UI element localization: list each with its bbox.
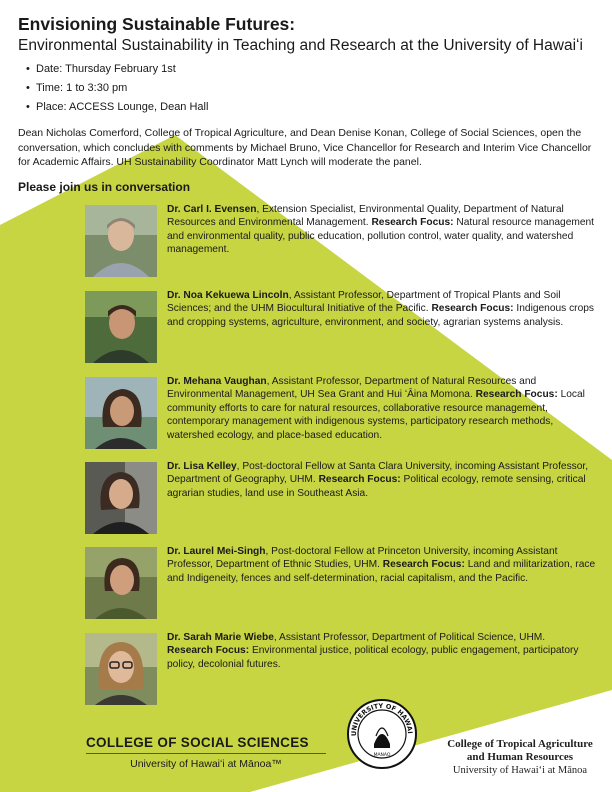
page-title: Envisioning Sustainable Futures: (18, 14, 296, 34)
portrait-photo (85, 462, 157, 534)
panelist-name: Dr. Laurel Mei-Singh (167, 546, 266, 557)
portrait-photo (85, 547, 157, 619)
portrait-photo (85, 291, 157, 363)
panelist-focus: Environmental justice, political ecology, public engagement, participatory policy, decolonial futures. (167, 645, 579, 670)
event-date: • Date: Thursday February 1st (36, 60, 208, 79)
focus-label: Research Focus: (431, 303, 514, 315)
page-subtitle: Environmental Sustainability in Teaching and Research at the University of Hawaiʻi (18, 37, 583, 54)
focus-label: Research Focus: (318, 474, 401, 486)
panelist-focus: Natural resource management and environmental quality, public education, pollution control, water quality, and watershed management. (167, 217, 595, 256)
ctahr-line3: University of Hawaiʻi at Mānoa (452, 765, 588, 776)
panelist-name: Dr. Mehana Vaughan (167, 376, 267, 387)
panelist-focus: Local community efforts to care for natural resources, collaborative resource management, contemporary management with indigenous systems, participatory research methods, watershed ecology, and place-based education. (167, 389, 585, 441)
panelist-bio (167, 289, 597, 329)
panelist-focus: Land and militarization, race and Indigeneity, fences and self-determination, racial capitalism, and the Pacific. (167, 559, 596, 584)
panelist-role: , Extension Specialist, Environmental Quality, Department of Natural Resources and Environmental Management. (167, 204, 564, 229)
panelist-role: , Assistant Professor, Department of Tropical Plants and Soil Sciences; and the UHM Biocultural Initiative of the Pacific. (167, 290, 561, 315)
panelist-focus: Indigenous crops and cropping systems, agriculture, environment, and society, agrarian systems analysis. (167, 303, 594, 328)
panelist-name: Dr. Lisa Kelley (167, 461, 237, 472)
ctahr-line2: and Human Resources (466, 751, 574, 763)
panelist-name: Dr. Carl I. Evensen (167, 204, 257, 215)
panelist-role: , Assistant Professor, Department of Political Science, UHM. (273, 632, 546, 643)
css-university: University of Hawaiʻi at Mānoa™ (130, 758, 282, 770)
panelist-bio (167, 375, 597, 442)
ctahr-line1: College of Tropical Agriculture (447, 738, 593, 750)
css-divider (86, 753, 326, 754)
event-time: • Time: 1 to 3:30 pm (36, 79, 208, 98)
ctahr-logo (432, 738, 608, 777)
panelist-role: , Assistant Professor, Department of Natural Resources and Environmental Management, UH Sea Grant and Hui ʻĀina Momona. (167, 376, 537, 401)
intro-paragraph: Dean Nicholas Comerford, College of Tropical Agriculture, and Dean Denise Konan, College of Social Sciences, open the conversation, which concludes with comments by Michael Bruno, Vice Chancellor for Research and Interim Vice Chancellor for Academic Affairs. UH Sustainability Coordinator Matt Lynch will moderate the panel. (18, 127, 592, 168)
panelist-bio (167, 203, 597, 257)
join-heading: Please join us in conversation (18, 180, 191, 194)
panelist-role: , Post-doctoral Fellow at Princeton University, incoming Assistant Professor, Department of Ethnic Studies, UHM. (167, 546, 558, 571)
panelist-name: Dr. Noa Kekuewa Lincoln (167, 290, 289, 301)
focus-label: Research Focus: (371, 217, 454, 229)
panelist-name: Dr. Sarah Marie Wiebe (167, 632, 274, 643)
panelist-focus: Political ecology, remote sensing, critical agrarian studies, land use in Southeast Asia. (167, 474, 586, 499)
css-logo (86, 735, 326, 770)
university-seal-icon (346, 698, 418, 770)
panelist-bio (167, 545, 597, 585)
portrait-photo (85, 205, 157, 277)
panelist-bio (167, 460, 597, 500)
focus-label: Research Focus: (475, 389, 558, 401)
focus-label: Research Focus: (167, 645, 250, 657)
event-place: • Place: ACCESS Lounge, Dean Hall (36, 98, 208, 117)
panelist-role: , Post-doctoral Fellow at Santa Clara University, incoming Assistant Professor, Department of Geography, UHM. (167, 461, 589, 486)
event-details (36, 60, 208, 117)
seal-motto: MANAO (373, 753, 391, 758)
portrait-photo (85, 633, 157, 705)
css-name: COLLEGE OF SOCIAL SCIENCES (86, 735, 309, 750)
portrait-photo (85, 377, 157, 449)
seal-text: UNIVERSITY OF HAWAI (349, 701, 415, 737)
focus-label: Research Focus: (382, 559, 465, 571)
panelist-bio (167, 631, 597, 671)
